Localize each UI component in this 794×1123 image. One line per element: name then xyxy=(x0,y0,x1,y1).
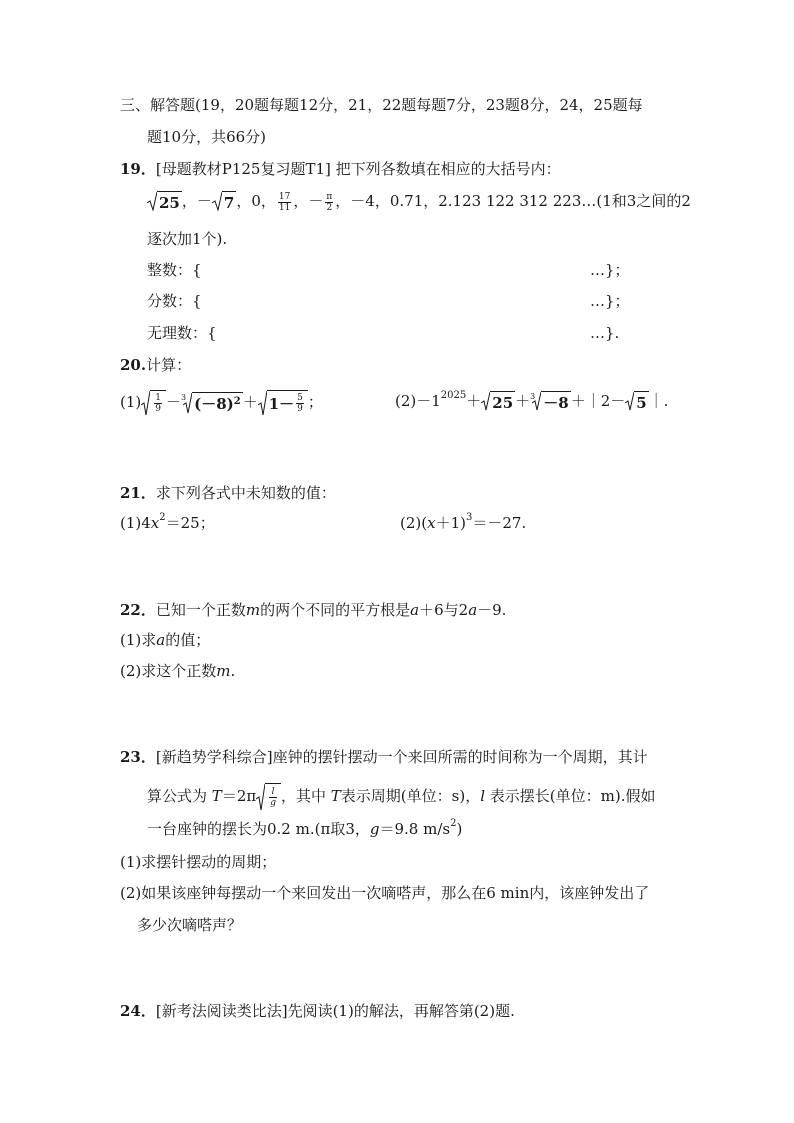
irrational-set xyxy=(147,322,217,344)
question-21-header xyxy=(120,482,336,504)
sqrt-l-over-g: $\frac{l}{g}$ xyxy=(256,783,281,811)
question-number: 21． xyxy=(120,484,156,502)
fraction-pi-2: $\frac{\pi}{2}$ xyxy=(326,191,333,213)
question-22-part-1: (1)求a的值； xyxy=(120,631,211,649)
integer-set-end: …}； xyxy=(590,261,630,279)
question-23-line2: 算公式为 T＝2π $\frac{l}{g}$ ，其中 T表示周期(单位：s)，l 表示摆长(单位：m).假如 xyxy=(147,783,656,811)
question-tag: [母题教材P125复习题T1] xyxy=(155,160,331,178)
fraction-label: 分数：{ xyxy=(147,292,202,310)
question-19-numbers: 25 ，－ 7 ，0， $\frac{17}{11}$ ，－ $\frac{\pi}{2}$ ，－4，0.71，2.123 122 312 223…(1和3之间的2 xyxy=(147,190,691,214)
irrational-set-end: …}. xyxy=(590,324,620,342)
sqrt-25: 25 xyxy=(147,191,182,214)
question-number: 19． xyxy=(120,160,156,178)
question-23-line3: 一台座钟的摆长为0.2 m.(π取3，g＝9.8 $m/s^2$) xyxy=(147,818,463,838)
question-number: 22． xyxy=(120,601,156,619)
question-number: 24． xyxy=(120,1002,156,1020)
question-22-header: 22．已知一个正数m的两个不同的平方根是a＋6与2a－9. xyxy=(120,601,507,619)
section-title-line2: 题10分，共66分) xyxy=(147,128,267,146)
question-text: 求下列各式中未知数的值： xyxy=(155,484,336,502)
sqrt-25: 25 xyxy=(481,391,515,414)
irrational-label: 无理数：{ xyxy=(147,324,217,342)
question-19-continuation: 逐次加1个). xyxy=(147,230,228,248)
question-22-part-2: (2)求这个正数m. xyxy=(120,662,236,680)
integer-set xyxy=(147,259,202,281)
question-20-part-2: $(2)-1^{2025}+$ 25 ＋$^3$ －8 ＋｜2－ 5 ｜. xyxy=(395,390,669,412)
question-21-part-2: $(2)(x+1)^3=-27$. xyxy=(400,512,527,532)
question-19-header xyxy=(120,158,561,180)
cube-root-neg-8-squared: (－8) $^2$ xyxy=(183,392,243,415)
question-23-part-1: (1)求摆针摆动的周期； xyxy=(120,853,277,871)
question-24-header: 24．[新考法阅读类比法]先阅读(1)的解法，再解答第(2)题. xyxy=(120,1002,515,1020)
question-21-part-1: $(1)4x^2=25$； xyxy=(120,512,215,532)
sqrt-5: 5 xyxy=(625,391,648,414)
section-title-line1: 三、解答题(19，20题每题12分，21，22题每题7分，23题8分，24，25题每 xyxy=(120,96,643,114)
sqrt-one-ninth: $\frac{1}{9}$ xyxy=(141,390,166,416)
question-number: 23． xyxy=(120,748,156,766)
question-20-part-1: (1) $\frac{1}{9}$ －$^3$ (－8) $^2$ ＋ 1－ $\frac{5}{9}$ ； xyxy=(120,390,323,416)
question-text: 把下列各数填在相应的大括号内： xyxy=(335,160,561,178)
question-23-part-2-line1: (2)如果该座钟每摆动一个来回发出一次嘀嗒声，那么在6 min内，该座钟发出了 xyxy=(120,884,650,902)
sqrt-one-minus-five-ninths: 1－ $\frac{5}{9}$ xyxy=(258,390,308,416)
fraction-set xyxy=(147,290,202,312)
fraction-17-11: $\frac{17}{11}$ xyxy=(278,191,291,213)
fraction-set-end: …}； xyxy=(590,292,630,310)
integer-label: 整数：{ xyxy=(147,261,202,279)
cube-root-neg-8: －8 xyxy=(532,391,570,414)
sqrt-7: 7 xyxy=(212,191,236,214)
question-text: 计算： xyxy=(146,356,192,374)
question-20-header xyxy=(120,354,191,376)
question-23-part-2-line2: 多少次嘀嗒声？ xyxy=(137,916,243,934)
question-number: 20. xyxy=(120,356,147,374)
question-23-line1: 23．[新趋势学科综合]座钟的摆针摆动一个来回所需的时间称为一个周期，其计 xyxy=(120,748,648,766)
